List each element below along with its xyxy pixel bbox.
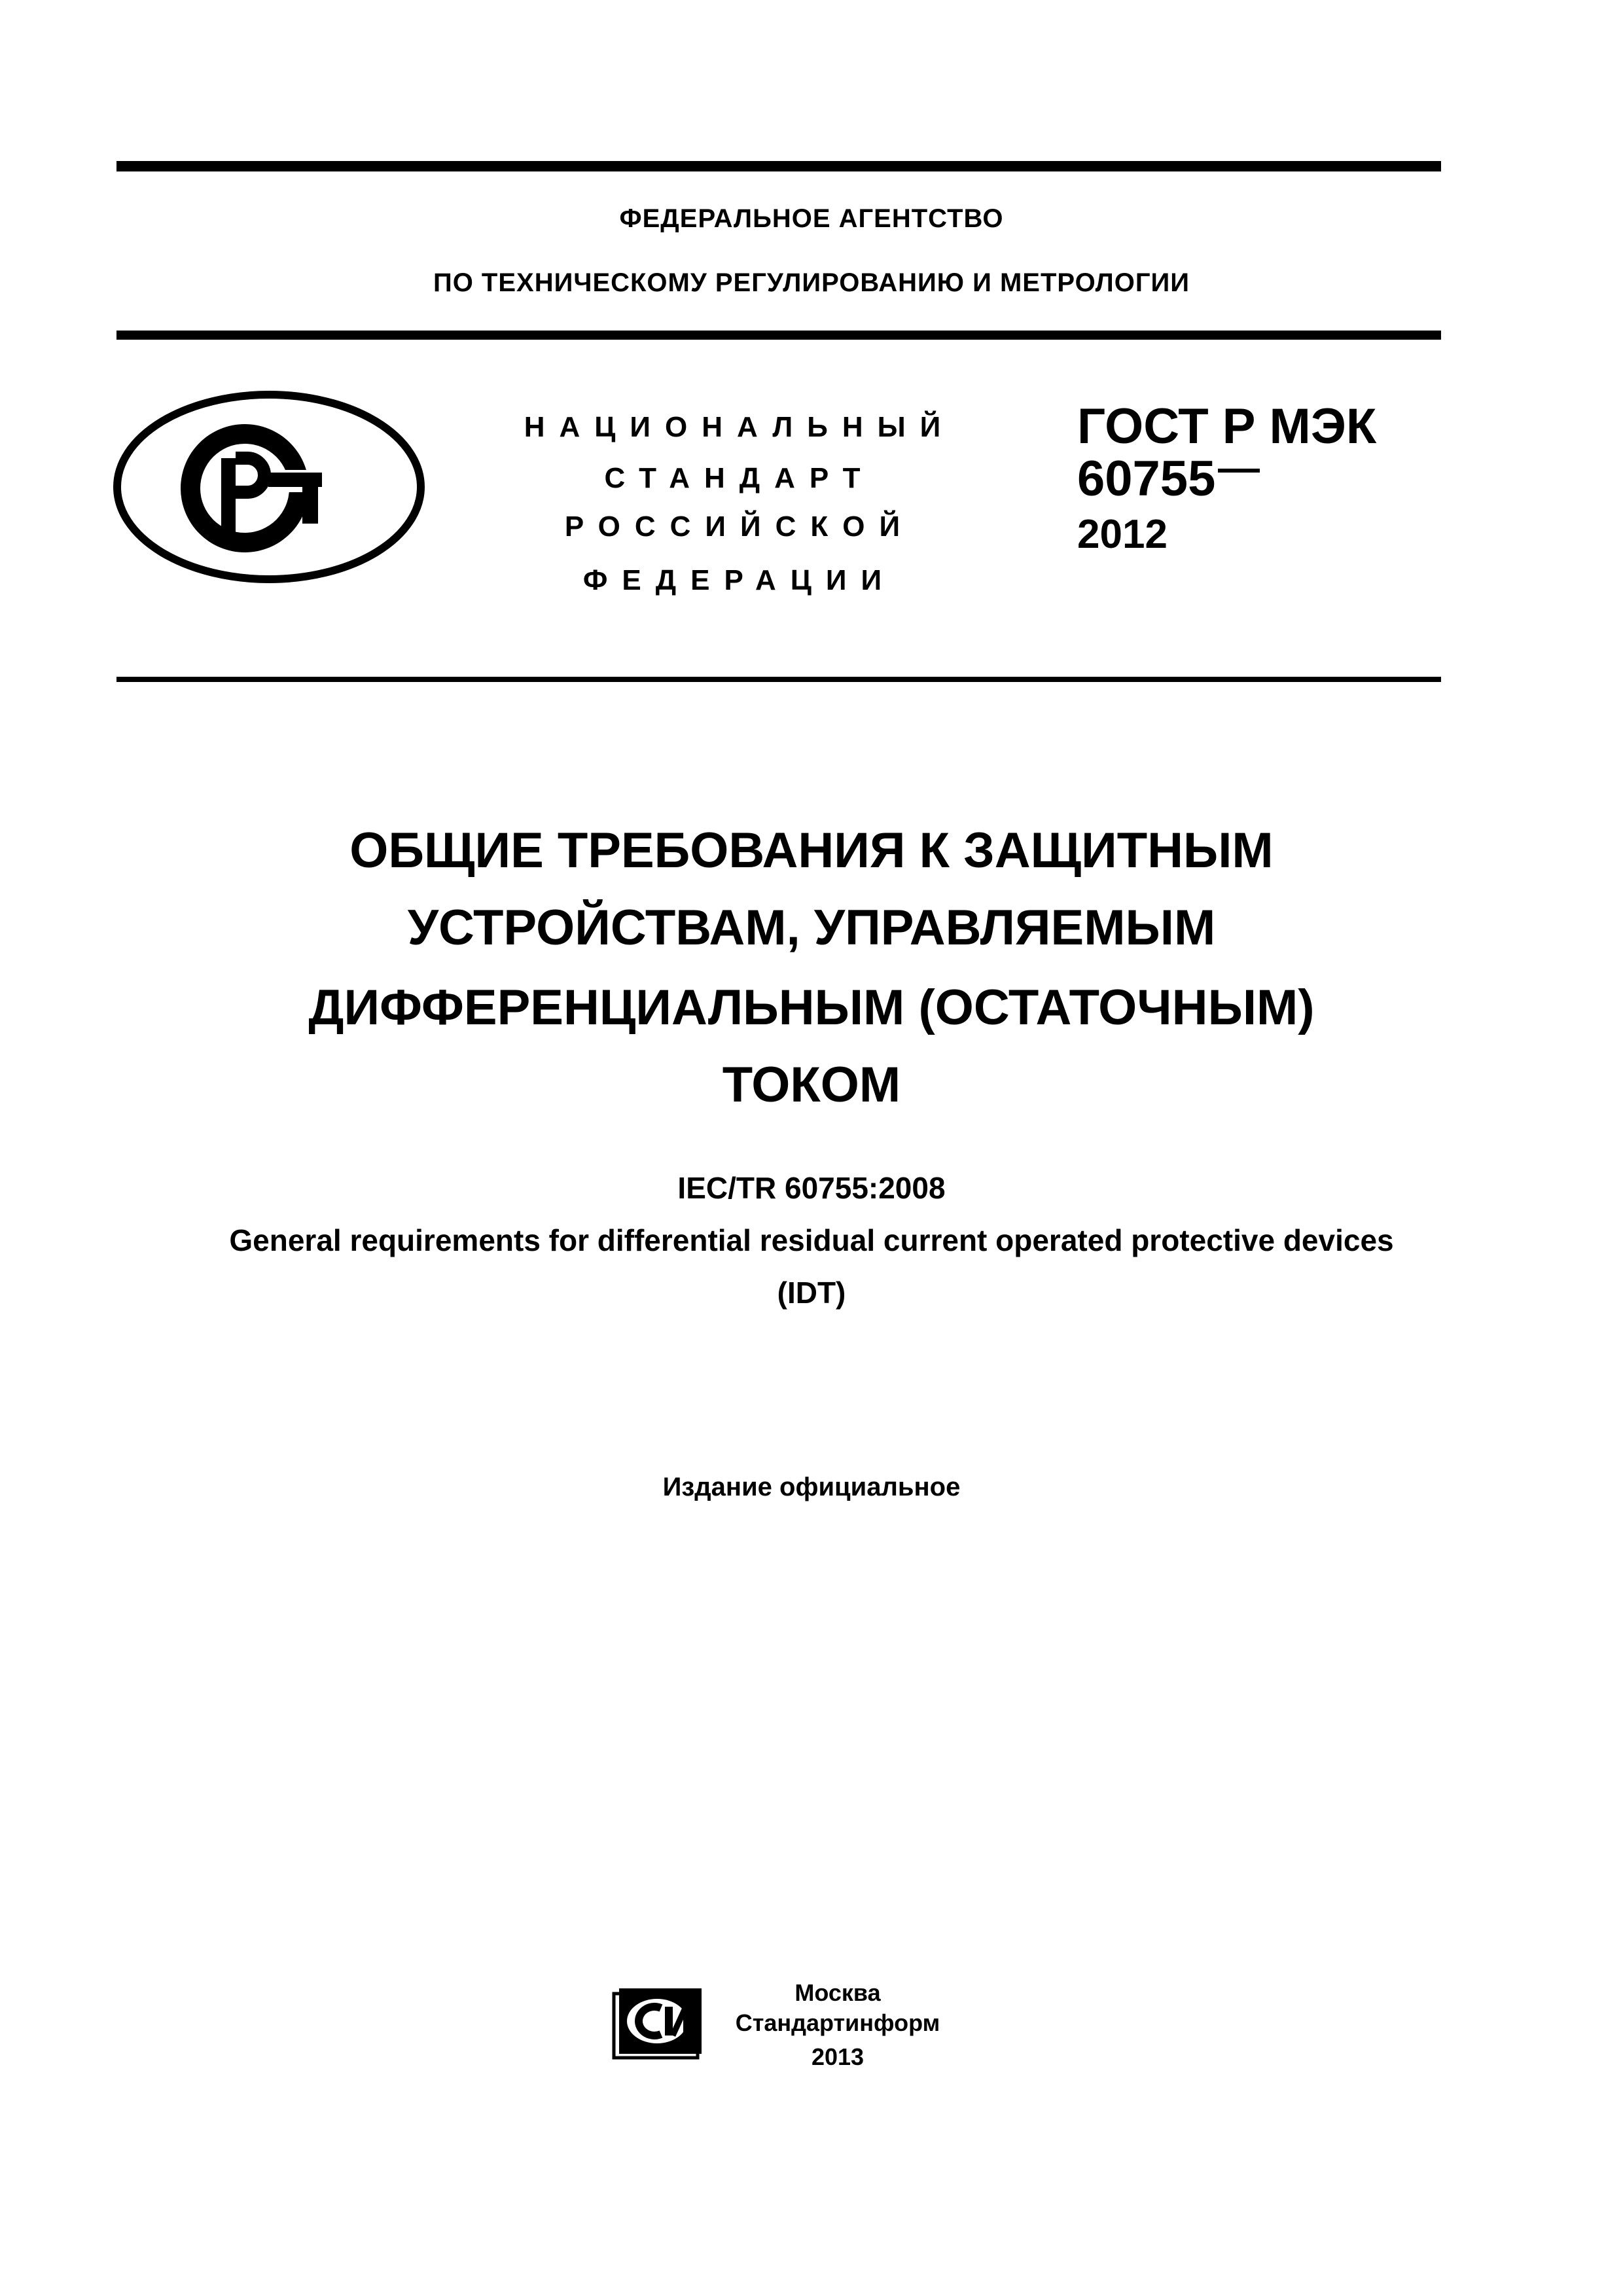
national-standard-line: СТАНДАРТ: [604, 462, 875, 494]
document-title-line: ДИФФЕРЕНЦИАЛЬНЫМ (ОСТАТОЧНЫМ): [308, 980, 1315, 1035]
document-title-line: УСТРОЙСТВАМ, УПРАВЛЯЕМЫМ: [407, 900, 1216, 956]
iec-reference: IEC/TR 60755:2008: [677, 1171, 946, 1205]
standard-designation-line-1: ГОСТ Р МЭК: [1077, 399, 1377, 454]
rst-emblem-icon: [113, 390, 425, 584]
agency-line-1: ФЕДЕРАЛЬНОЕ АГЕНТСТВО: [619, 204, 1004, 233]
iec-degree: (IDT): [777, 1276, 846, 1310]
national-standard-line: НАЦИОНАЛЬНЫЙ: [524, 411, 955, 443]
standard-designation-line-2: [1077, 451, 1260, 507]
publisher-name: Стандартинформ: [735, 2009, 940, 2036]
agency-line-2: ПО ТЕХНИЧЕСКОМУ РЕГУЛИРОВАНИЮ И МЕТРОЛОГИИ: [433, 268, 1190, 297]
national-standard-line: ФЕДЕРАЦИИ: [582, 564, 897, 596]
top-rule: [116, 161, 1441, 171]
document-title-line: ОБЩИЕ ТРЕБОВАНИЯ К ЗАЩИТНЫМ: [349, 823, 1274, 878]
agency-rule: [116, 331, 1441, 340]
publisher-city: Москва: [794, 1979, 881, 2006]
document-title-line: ТОКОМ: [722, 1057, 901, 1113]
standard-year: 2012: [1077, 512, 1168, 557]
dash-mark: [1218, 469, 1260, 473]
national-standard-line: РОССИЙСКОЙ: [564, 511, 915, 543]
iec-english-title: General requirements for differential residual current operated protective devices: [229, 1223, 1394, 1257]
edition-label: Издание официальное: [662, 1473, 961, 1501]
standard-number: 60755: [1077, 451, 1216, 507]
header-rule: [116, 677, 1441, 682]
standartinform-logo-icon: [607, 1982, 704, 2064]
publication-year: 2013: [811, 2043, 865, 2070]
